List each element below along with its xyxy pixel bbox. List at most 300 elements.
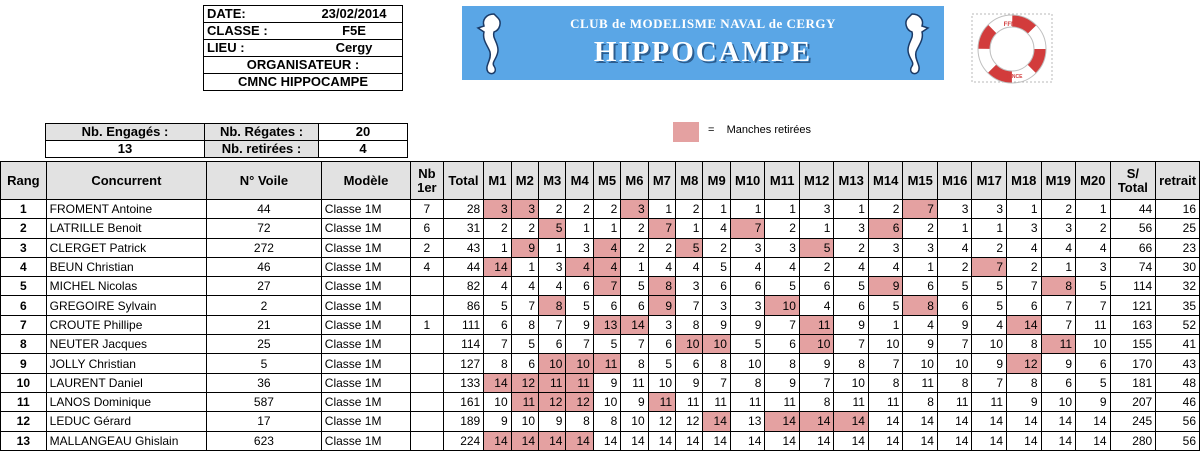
competitor-name: JOLLY Christian — [46, 354, 206, 373]
race-result-m16: 4 — [937, 238, 972, 257]
race-result-m8: 8 — [676, 315, 703, 334]
race-result-m16: 9 — [937, 315, 972, 334]
race-result-m12: 4 — [799, 296, 834, 315]
total-cell: 44 — [443, 257, 484, 276]
race-result-m9: 2 — [703, 238, 730, 257]
race-result-m19: 2 — [1041, 200, 1076, 219]
race-result-m18: 1 — [1007, 200, 1042, 219]
sail-number: 272 — [207, 238, 322, 257]
race-result-m17: 5 — [972, 296, 1007, 315]
race-result-m4: 14 — [566, 431, 593, 450]
col-race-9: M9 — [703, 162, 730, 200]
race-result-m8: 9 — [676, 373, 703, 392]
race-result-m13: 4 — [834, 257, 869, 276]
race-result-m5: 4 — [593, 257, 620, 276]
race-result-m12: 5 — [799, 238, 834, 257]
table-row — [1, 257, 1200, 276]
competitor-name: LATRILLE Benoit — [46, 219, 206, 238]
total-cell: 31 — [443, 219, 484, 238]
col-race-4: M4 — [566, 162, 593, 200]
race-result-m17: 2 — [972, 238, 1007, 257]
table-row — [1, 277, 1200, 296]
race-result-m17: 5 — [972, 277, 1007, 296]
total-cell: 161 — [443, 392, 484, 411]
col-nb-1er-line1: Nb — [418, 165, 436, 181]
race-result-m11: 4 — [765, 257, 800, 276]
race-result-m2: 3 — [511, 200, 538, 219]
banner-title: HIPPOCAMPE — [593, 36, 813, 68]
race-result-m2: 14 — [511, 431, 538, 450]
sail-number: 17 — [207, 412, 322, 431]
race-result-m5: 10 — [593, 392, 620, 411]
table-row — [1, 335, 1200, 354]
race-result-m9: 6 — [703, 277, 730, 296]
race-result-m7: 4 — [648, 257, 675, 276]
race-result-m12: 7 — [799, 373, 834, 392]
col-rang: Rang — [1, 162, 47, 200]
rank-cell: 12 — [1, 412, 47, 431]
first-places-cell: 7 — [411, 200, 443, 219]
race-result-m14: 1 — [868, 315, 903, 334]
race-result-m2: 8 — [511, 315, 538, 334]
race-result-m11: 8 — [765, 354, 800, 373]
model-cell: Classe 1M — [321, 257, 410, 276]
col-concurrent: Concurrent — [46, 162, 206, 200]
race-result-m15: 14 — [903, 412, 938, 431]
table-row — [1, 296, 1200, 315]
race-result-m6: 11 — [621, 373, 648, 392]
race-result-m9: 9 — [703, 315, 730, 334]
race-result-m3: 1 — [539, 238, 566, 257]
retrait-cell: 41 — [1156, 335, 1200, 354]
organisateur-value: CMNC HIPPOCAMPE — [204, 74, 403, 91]
race-result-m14: 4 — [868, 257, 903, 276]
race-result-m7: 8 — [648, 277, 675, 296]
regates-value: 20 — [319, 124, 408, 141]
race-result-m3: 12 — [539, 392, 566, 411]
col-race-16: M16 — [937, 162, 972, 200]
subtotal-cell: 181 — [1110, 373, 1156, 392]
race-result-m7: 12 — [648, 412, 675, 431]
race-result-m9: 1 — [703, 200, 730, 219]
rank-cell: 8 — [1, 335, 47, 354]
race-result-m11: 14 — [765, 431, 800, 450]
race-result-m15: 8 — [903, 392, 938, 411]
lieu-value: Cergy — [306, 40, 403, 57]
race-result-m1: 14 — [484, 257, 511, 276]
race-result-m11: 1 — [765, 200, 800, 219]
race-result-m8: 5 — [676, 238, 703, 257]
race-result-m20: 3 — [1076, 257, 1111, 276]
col-race-12: M12 — [799, 162, 834, 200]
race-result-m12: 14 — [799, 431, 834, 450]
table-header-row — [1, 162, 1200, 200]
race-result-m18: 14 — [1007, 412, 1042, 431]
race-result-m15: 10 — [903, 354, 938, 373]
race-result-m20: 7 — [1076, 296, 1111, 315]
race-result-m18: 2 — [1007, 257, 1042, 276]
race-result-m15: 9 — [903, 335, 938, 354]
rank-cell: 9 — [1, 354, 47, 373]
race-result-m13: 2 — [834, 238, 869, 257]
race-result-m19: 7 — [1041, 315, 1076, 334]
race-result-m7: 2 — [648, 238, 675, 257]
race-result-m13: 6 — [834, 296, 869, 315]
retrait-cell: 35 — [1156, 296, 1200, 315]
race-result-m10: 4 — [730, 257, 765, 276]
competitor-name: LEDUC Gérard — [46, 412, 206, 431]
race-result-m14: 9 — [868, 277, 903, 296]
summary-table — [45, 123, 408, 158]
col-stotal-line2: Total — [1117, 179, 1148, 195]
race-result-m17: 4 — [972, 315, 1007, 334]
race-result-m13: 1 — [834, 200, 869, 219]
race-result-m18: 7 — [1007, 277, 1042, 296]
race-result-m15: 14 — [903, 431, 938, 450]
race-result-m10: 9 — [730, 315, 765, 334]
race-result-m15: 8 — [903, 296, 938, 315]
race-result-m17: 11 — [972, 392, 1007, 411]
race-result-m19: 4 — [1041, 238, 1076, 257]
col-race-14: M14 — [868, 162, 903, 200]
col-voile: N° Voile — [207, 162, 322, 200]
race-result-m5: 11 — [593, 354, 620, 373]
col-stotal-line1: S/ — [1126, 165, 1140, 181]
race-result-m2: 2 — [511, 219, 538, 238]
race-result-m5: 6 — [593, 296, 620, 315]
table-row — [1, 392, 1200, 411]
race-result-m16: 10 — [937, 354, 972, 373]
race-result-m16: 14 — [937, 431, 972, 450]
race-result-m8: 7 — [676, 296, 703, 315]
race-result-m4: 3 — [566, 238, 593, 257]
race-result-m18: 6 — [1007, 296, 1042, 315]
first-places-cell: 2 — [411, 238, 443, 257]
race-result-m10: 3 — [730, 296, 765, 315]
race-result-m15: 11 — [903, 373, 938, 392]
model-cell: Classe 1M — [321, 200, 410, 219]
organisateur-label: ORGANISATEUR : — [204, 57, 403, 74]
competitor-name: CROUTE Phillipe — [46, 315, 206, 334]
competitor-name: BEUN Christian — [46, 257, 206, 276]
race-result-m2: 5 — [511, 335, 538, 354]
race-result-m5: 14 — [593, 431, 620, 450]
race-result-m15: 3 — [903, 238, 938, 257]
race-result-m16: 6 — [937, 296, 972, 315]
retrait-cell: 32 — [1156, 277, 1200, 296]
race-result-m15: 2 — [903, 219, 938, 238]
race-result-m6: 14 — [621, 431, 648, 450]
race-result-m16: 11 — [937, 392, 972, 411]
race-result-m8: 4 — [676, 257, 703, 276]
race-result-m1: 5 — [484, 296, 511, 315]
race-result-m10: 1 — [730, 200, 765, 219]
race-result-m6: 6 — [621, 296, 648, 315]
race-result-m6: 5 — [621, 277, 648, 296]
sail-number: 44 — [207, 200, 322, 219]
col-race-18: M18 — [1007, 162, 1042, 200]
race-result-m10: 14 — [730, 431, 765, 450]
retrait-cell: 25 — [1156, 219, 1200, 238]
race-result-m4: 4 — [566, 257, 593, 276]
retrait-cell: 56 — [1156, 412, 1200, 431]
race-result-m6: 14 — [621, 315, 648, 334]
race-result-m6: 8 — [621, 354, 648, 373]
race-result-m20: 2 — [1076, 219, 1111, 238]
banner-club-name: CLUB de MODELISME NAVAL de CERGY — [570, 16, 836, 31]
race-result-m7: 5 — [648, 354, 675, 373]
race-result-m12: 1 — [799, 219, 834, 238]
retrait-cell: 43 — [1156, 354, 1200, 373]
col-race-13: M13 — [834, 162, 869, 200]
rank-cell: 5 — [1, 277, 47, 296]
race-result-m11: 5 — [765, 277, 800, 296]
classe-value: F5E — [306, 23, 403, 40]
event-info-table — [203, 5, 403, 91]
classe-label: CLASSE : — [204, 23, 307, 40]
race-result-m13: 14 — [834, 431, 869, 450]
sail-number: 2 — [207, 296, 322, 315]
race-result-m20: 6 — [1076, 354, 1111, 373]
race-result-m11: 2 — [765, 219, 800, 238]
sail-number: 5 — [207, 354, 322, 373]
race-result-m4: 2 — [566, 200, 593, 219]
race-result-m18: 8 — [1007, 373, 1042, 392]
race-result-m19: 14 — [1041, 412, 1076, 431]
race-result-m8: 3 — [676, 277, 703, 296]
col-race-6: M6 — [621, 162, 648, 200]
table-row — [1, 354, 1200, 373]
race-result-m2: 10 — [511, 412, 538, 431]
subtotal-cell: 207 — [1110, 392, 1156, 411]
race-result-m6: 1 — [621, 257, 648, 276]
race-result-m7: 9 — [648, 296, 675, 315]
race-result-m11: 10 — [765, 296, 800, 315]
model-cell: Classe 1M — [321, 373, 410, 392]
race-result-m10: 8 — [730, 373, 765, 392]
model-cell: Classe 1M — [321, 238, 410, 257]
subtotal-cell: 280 — [1110, 431, 1156, 450]
race-result-m11: 7 — [765, 315, 800, 334]
race-result-m10: 13 — [730, 412, 765, 431]
race-result-m19: 3 — [1041, 219, 1076, 238]
race-result-m19: 11 — [1041, 335, 1076, 354]
race-result-m17: 9 — [972, 354, 1007, 373]
race-result-m20: 1 — [1076, 200, 1111, 219]
race-result-m16: 1 — [937, 219, 972, 238]
col-race-15: M15 — [903, 162, 938, 200]
race-result-m9: 14 — [703, 431, 730, 450]
table-row — [1, 431, 1200, 450]
first-places-cell: 6 — [411, 219, 443, 238]
regates-label: Nb. Régates : — [205, 124, 319, 141]
race-result-m18: 9 — [1007, 392, 1042, 411]
subtotal-cell: 44 — [1110, 200, 1156, 219]
race-result-m5: 9 — [593, 373, 620, 392]
race-result-m3: 14 — [539, 431, 566, 450]
col-race-20: M20 — [1076, 162, 1111, 200]
col-total: Total — [443, 162, 484, 200]
race-result-m11: 3 — [765, 238, 800, 257]
race-result-m13: 14 — [834, 412, 869, 431]
race-result-m8: 1 — [676, 219, 703, 238]
race-result-m9: 4 — [703, 219, 730, 238]
race-result-m4: 8 — [566, 412, 593, 431]
race-result-m4: 6 — [566, 277, 593, 296]
total-cell: 133 — [443, 373, 484, 392]
race-result-m6: 7 — [621, 335, 648, 354]
race-result-m6: 2 — [621, 238, 648, 257]
race-result-m16: 8 — [937, 373, 972, 392]
first-places-cell — [411, 354, 443, 373]
race-result-m16: 3 — [937, 200, 972, 219]
race-result-m1: 9 — [484, 412, 511, 431]
race-result-m4: 5 — [566, 296, 593, 315]
race-result-m9: 3 — [703, 296, 730, 315]
retrait-cell: 56 — [1156, 431, 1200, 450]
race-result-m20: 14 — [1076, 412, 1111, 431]
legend-swatch — [673, 122, 699, 142]
rank-cell: 3 — [1, 238, 47, 257]
col-race-11: M11 — [765, 162, 800, 200]
rank-cell: 6 — [1, 296, 47, 315]
engages-value: 13 — [46, 141, 205, 158]
col-nb-1er-line2: 1er — [417, 179, 437, 195]
race-result-m19: 14 — [1041, 431, 1076, 450]
race-result-m5: 2 — [593, 200, 620, 219]
race-result-m13: 11 — [834, 392, 869, 411]
sail-number: 46 — [207, 257, 322, 276]
race-result-m18: 3 — [1007, 219, 1042, 238]
retirees-value: 4 — [319, 141, 408, 158]
race-result-m18: 14 — [1007, 431, 1042, 450]
race-result-m13: 9 — [834, 315, 869, 334]
model-cell: Classe 1M — [321, 412, 410, 431]
race-result-m4: 1 — [566, 219, 593, 238]
race-result-m17: 14 — [972, 412, 1007, 431]
race-result-m19: 8 — [1041, 277, 1076, 296]
race-result-m15: 7 — [903, 200, 938, 219]
competitor-name: GREGOIRE Sylvain — [46, 296, 206, 315]
col-modele: Modèle — [321, 162, 410, 200]
rank-cell: 13 — [1, 431, 47, 450]
rank-cell: 11 — [1, 392, 47, 411]
sail-number: 27 — [207, 277, 322, 296]
subtotal-cell: 121 — [1110, 296, 1156, 315]
race-result-m6: 2 — [621, 219, 648, 238]
col-nb-1er — [411, 162, 443, 200]
race-result-m2: 7 — [511, 296, 538, 315]
race-result-m18: 14 — [1007, 315, 1042, 334]
retrait-cell: 30 — [1156, 257, 1200, 276]
race-result-m17: 3 — [972, 200, 1007, 219]
total-cell: 82 — [443, 277, 484, 296]
race-result-m12: 3 — [799, 200, 834, 219]
race-result-m11: 14 — [765, 412, 800, 431]
col-stotal — [1110, 162, 1156, 200]
race-result-m10: 11 — [730, 392, 765, 411]
race-result-m20: 10 — [1076, 335, 1111, 354]
table-row — [1, 219, 1200, 238]
race-result-m16: 5 — [937, 277, 972, 296]
table-row — [1, 412, 1200, 431]
race-result-m14: 10 — [868, 335, 903, 354]
race-result-m4: 10 — [566, 354, 593, 373]
race-result-m4: 9 — [566, 315, 593, 334]
race-result-m13: 3 — [834, 219, 869, 238]
total-cell: 189 — [443, 412, 484, 431]
race-result-m3: 6 — [539, 335, 566, 354]
race-result-m1: 10 — [484, 392, 511, 411]
race-result-m10: 5 — [730, 335, 765, 354]
race-result-m17: 14 — [972, 431, 1007, 450]
race-result-m7: 6 — [648, 335, 675, 354]
col-race-1: M1 — [484, 162, 511, 200]
race-result-m12: 11 — [799, 315, 834, 334]
results-body — [1, 200, 1200, 451]
competitor-name: LANOS Dominique — [46, 392, 206, 411]
first-places-cell — [411, 335, 443, 354]
race-result-m4: 12 — [566, 392, 593, 411]
race-result-m7: 7 — [648, 219, 675, 238]
race-result-m1: 3 — [484, 200, 511, 219]
table-row — [1, 238, 1200, 257]
race-result-m20: 5 — [1076, 373, 1111, 392]
race-result-m14: 6 — [868, 219, 903, 238]
sail-number: 587 — [207, 392, 322, 411]
race-result-m2: 12 — [511, 373, 538, 392]
race-result-m1: 1 — [484, 238, 511, 257]
race-result-m2: 6 — [511, 354, 538, 373]
race-result-m14: 2 — [868, 200, 903, 219]
subtotal-cell: 74 — [1110, 257, 1156, 276]
race-result-m1: 7 — [484, 335, 511, 354]
race-result-m8: 2 — [676, 200, 703, 219]
sail-number: 21 — [207, 315, 322, 334]
race-result-m3: 4 — [539, 277, 566, 296]
race-result-m9: 11 — [703, 392, 730, 411]
first-places-cell — [411, 392, 443, 411]
race-result-m13: 5 — [834, 277, 869, 296]
club-banner — [462, 6, 944, 80]
race-result-m11: 11 — [765, 392, 800, 411]
logo-text-top: FFMN — [1003, 22, 1021, 28]
total-cell: 28 — [443, 200, 484, 219]
race-result-m9: 7 — [703, 373, 730, 392]
competitor-name: CLERGET Patrick — [46, 238, 206, 257]
race-result-m2: 11 — [511, 392, 538, 411]
race-result-m14: 14 — [868, 412, 903, 431]
subtotal-cell: 66 — [1110, 238, 1156, 257]
race-result-m7: 10 — [648, 373, 675, 392]
first-places-cell — [411, 412, 443, 431]
race-result-m17: 7 — [972, 257, 1007, 276]
race-result-m10: 6 — [730, 277, 765, 296]
col-race-5: M5 — [593, 162, 620, 200]
rank-cell: 7 — [1, 315, 47, 334]
race-result-m12: 10 — [799, 335, 834, 354]
race-result-m12: 6 — [799, 277, 834, 296]
race-result-m5: 8 — [593, 412, 620, 431]
race-result-m14: 8 — [868, 373, 903, 392]
model-cell: Classe 1M — [321, 354, 410, 373]
race-result-m3: 9 — [539, 412, 566, 431]
race-result-m1: 4 — [484, 277, 511, 296]
rank-cell: 1 — [1, 200, 47, 219]
sail-number: 25 — [207, 335, 322, 354]
race-result-m6: 9 — [621, 392, 648, 411]
race-result-m3: 2 — [539, 200, 566, 219]
